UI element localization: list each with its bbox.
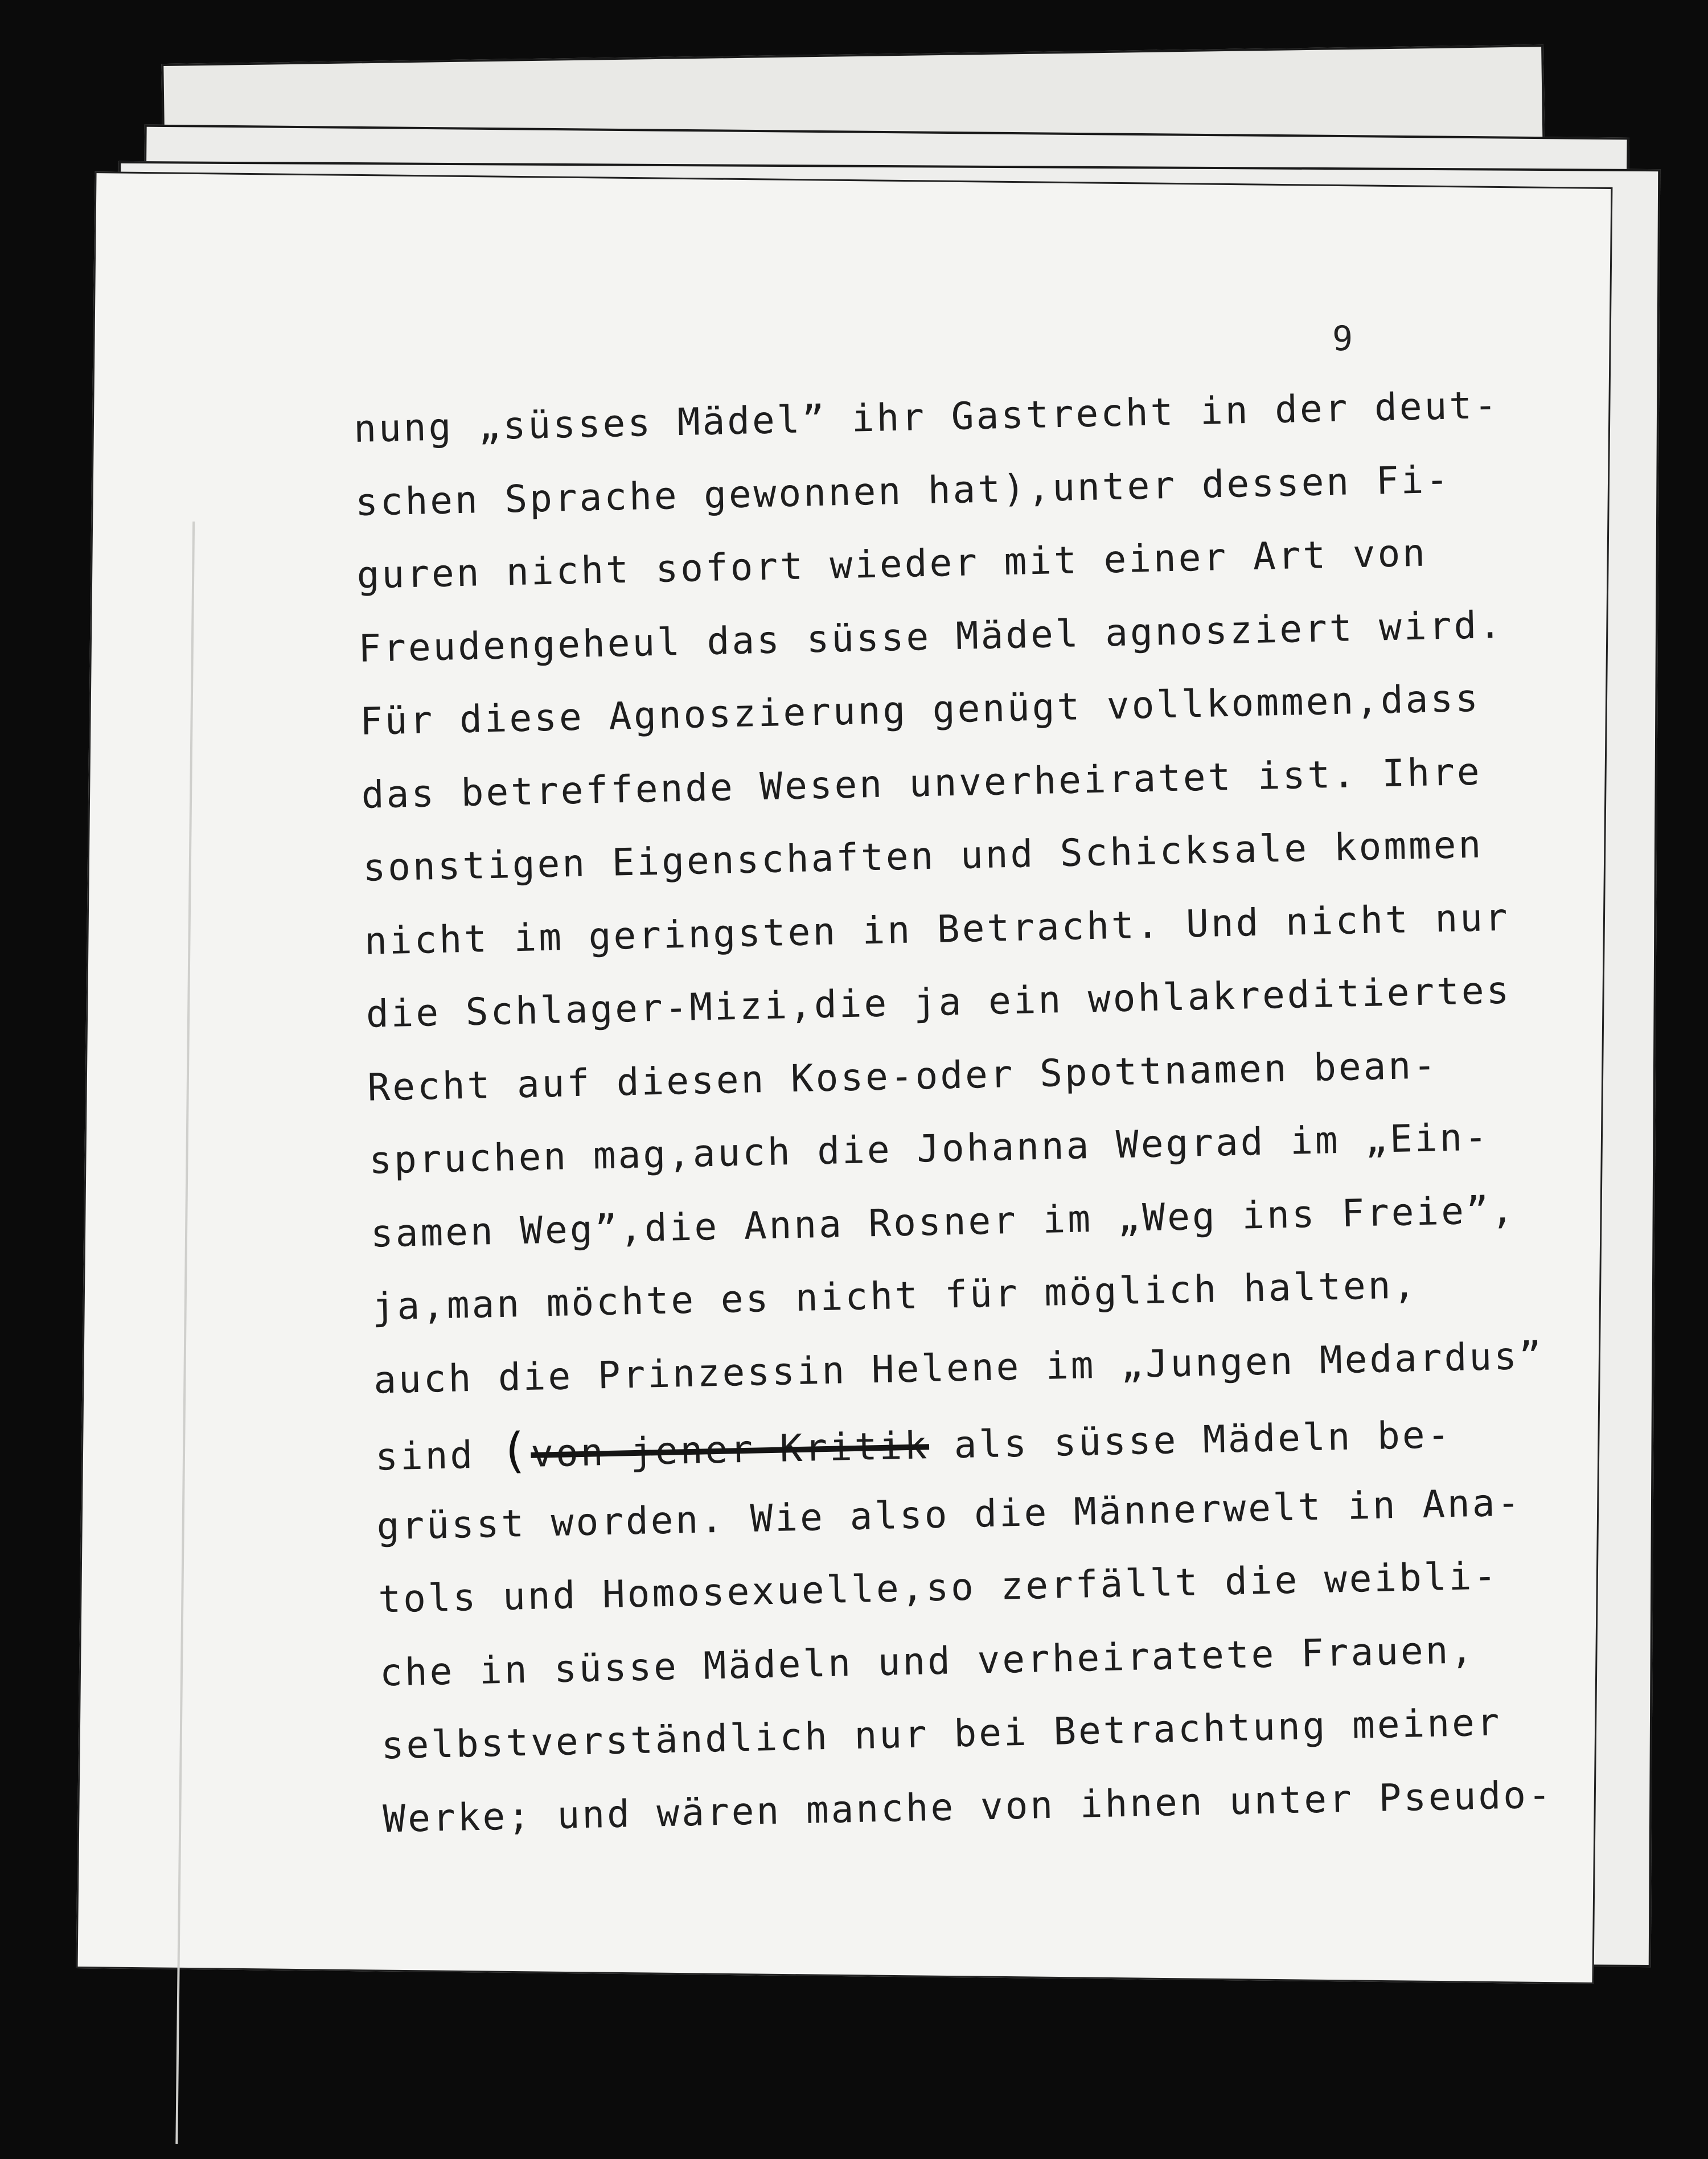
text-line-2: schen Sprache gewonnen hat),unter dessen Fi- [355,457,1451,524]
typed-text-block [353,369,1554,1856]
text-line-16: grüsst worden. Wie also die Männerwelt in Ana- [376,1480,1522,1549]
handwritten-bracket: ( [499,1422,532,1479]
text-line-6: das betreffende Wesen unverheiratet ist. Ihre [360,749,1483,817]
text-line-10: Recht auf diesen Kose-oder Spottnamen bean- [367,1042,1439,1110]
line-15-start: sind [375,1433,500,1479]
line-15-end: als süsse Mädeln be- [929,1412,1453,1468]
struck-through-text: von jener Kritik [530,1423,930,1476]
text-line-5: Für diese Agnoszierung genügt vollkommen,dass [359,676,1481,744]
text-line-3: guren nicht sofort wieder mit einer Art von [356,531,1428,597]
text-line-8: nicht im geringsten in Betracht. Und nicht nur [364,895,1510,963]
text-line-11: spruchen mag,auch die Johanna Wegrad im „Ein- [368,1115,1490,1183]
page-number: 9 [1332,319,1353,359]
text-line-19: selbstverständlich nur bei Betrachtung meiner [380,1700,1502,1768]
text-line-7: sonstigen Eigenschaften und Schicksale kommen [362,822,1484,890]
text-line-13: ja,man möchte es nicht für möglich halten, [371,1263,1418,1329]
text-line-1: nung „süsses Mädel” ihr Gastrecht in der deut- [353,383,1500,451]
text-line-4: Freudengeheul das süsse Mädel agnosziert wird. [358,602,1504,671]
text-line-9: die Schlager-Mizi,die ja ein wohlakreditiertes [366,968,1512,1036]
text-line-18: che in süsse Mädeln und verheiratete Frauen, [379,1627,1476,1694]
text-line-20: Werke; und wären manche von ihnen unter Pseudo- [382,1772,1554,1841]
text-line-17: tols und Homosexuelle,so zerfällt die weibli- [377,1554,1499,1622]
text-line-12: samen Weg”,die Anna Rosner im „Weg ins Freie”, [370,1188,1517,1256]
margin-line [175,522,195,2144]
text-line-14: auch die Prinzessin Helene im „Jungen Medardus” [373,1333,1545,1402]
